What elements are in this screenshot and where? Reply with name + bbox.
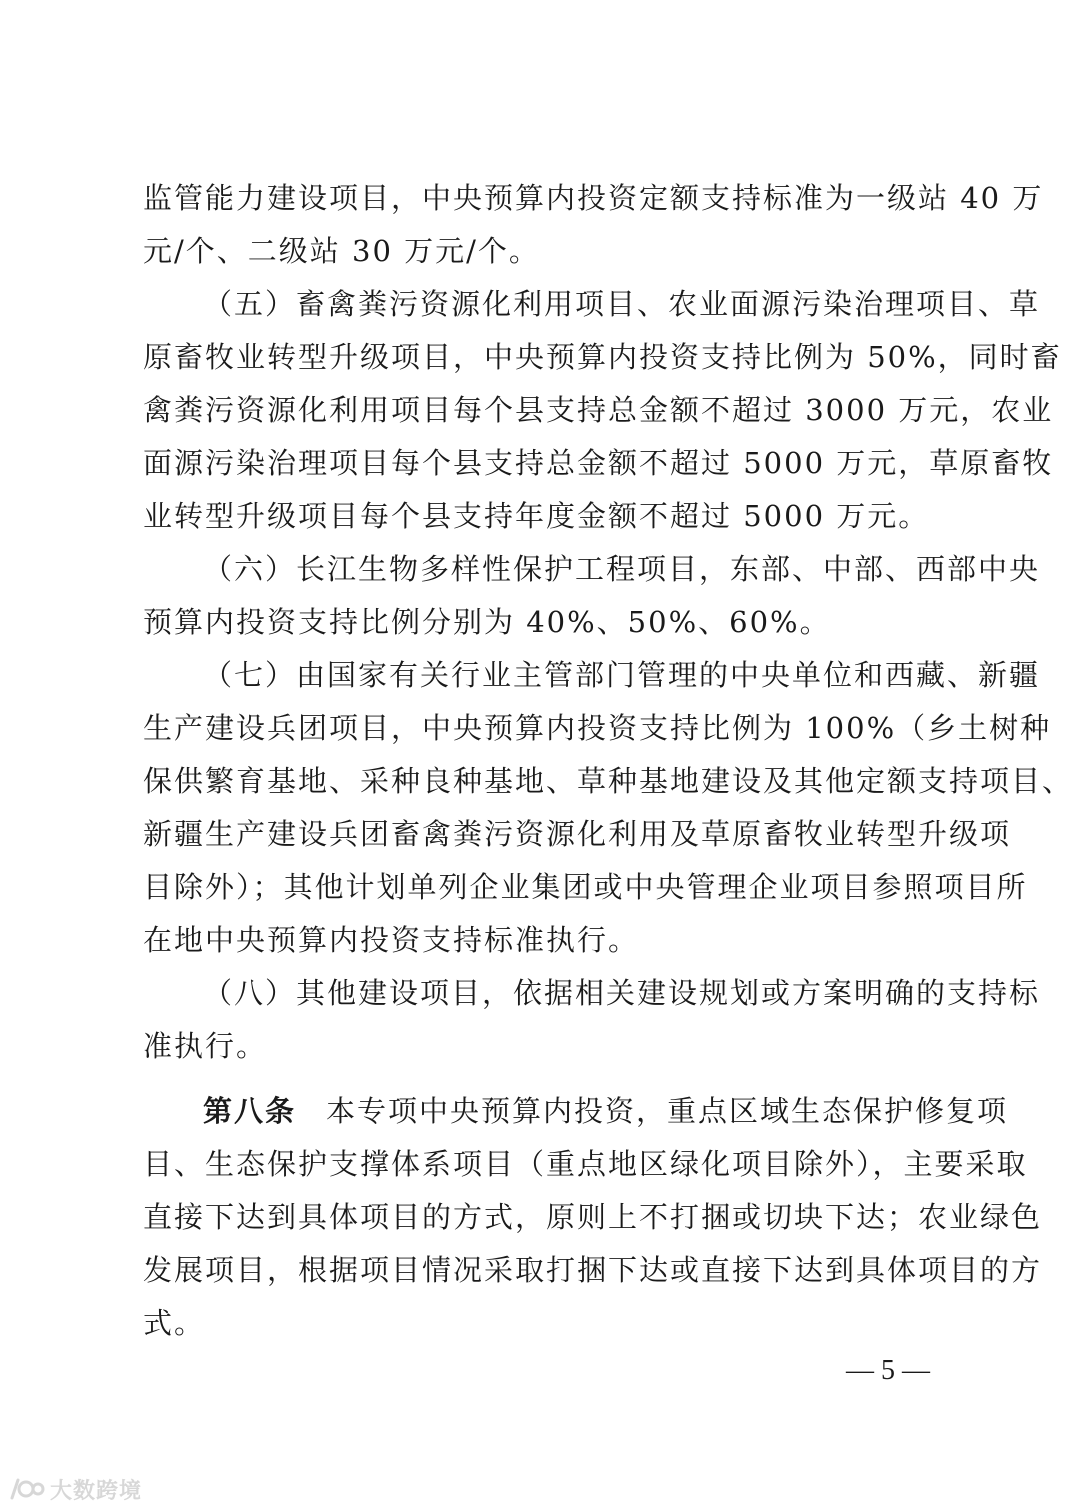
article-8-first-line <box>203 1091 1009 1131</box>
text-line: 业转型升级项目每个县支持年度金额不超过 5000 万元。 <box>143 499 930 533</box>
brand-logo-icon <box>8 1476 46 1502</box>
text-line: 生产建设兵团项目，中央预算内投资支持比例为 100%（乡土树种 <box>143 711 1052 745</box>
text-line: 式。 <box>143 1306 206 1340</box>
text-line: 禽粪污资源化利用项目每个县支持总金额不超过 3000 万元，农业 <box>143 393 1054 427</box>
text-line: 元/个、二级站 30 万元/个。 <box>143 234 540 268</box>
text-line: 目除外）；其他计划单列企业集团或中央管理企业项目参照项目所 <box>143 870 1028 904</box>
page-number: — 5 — <box>846 1355 930 1386</box>
paragraph-8-first-line: （八）其他建设项目，依据相关建设规划或方案明确的支持标 <box>203 976 1041 1010</box>
text-line: 面源污染治理项目每个县支持总金额不超过 5000 万元，草原畜牧 <box>143 446 1054 480</box>
text-line: 直接下达到具体项目的方式，原则上不打捆或切块下达；农业绿色 <box>143 1200 1043 1234</box>
text-line: 预算内投资支持比例分别为 40%、50%、60%。 <box>143 605 831 639</box>
article-8-first-line-text: 本专项中央预算内投资，重点区域生态保护修复项 <box>326 1094 1009 1128</box>
article-heading: 第八条 <box>203 1094 297 1128</box>
text-line: 监管能力建设项目，中央预算内投资定额支持标准为一级站 40 万 <box>143 181 1044 215</box>
paragraph-7-first-line: （七）由国家有关行业主管部门管理的中央单位和西藏、新疆 <box>203 658 1041 692</box>
paragraph-5-first-line: （五）畜禽粪污资源化利用项目、农业面源污染治理项目、草 <box>203 287 1041 321</box>
text-line: 保供繁育基地、采种良种基地、草种基地建设及其他定额支持项目、 <box>143 764 1074 798</box>
watermark <box>8 1474 142 1504</box>
text-line: 目、生态保护支撑体系项目（重点地区绿化项目除外），主要采取 <box>143 1147 1028 1181</box>
text-line: 准执行。 <box>143 1029 268 1063</box>
watermark-text: 大数跨境 <box>50 1478 143 1504</box>
paragraph-6-first-line: （六）长江生物多样性保护工程项目，东部、中部、西部中央 <box>203 552 1041 586</box>
text-line: 原畜牧业转型升级项目，中央预算内投资支持比例为 50%，同时畜 <box>143 340 1062 374</box>
text-line: 发展项目，根据项目情况采取打捆下达或直接下达到具体项目的方 <box>143 1253 1043 1287</box>
text-line: 在地中央预算内投资支持标准执行。 <box>143 923 640 957</box>
text-line: 新疆生产建设兵团畜禽粪污资源化利用及草原畜牧业转型升级项 <box>143 817 1012 851</box>
